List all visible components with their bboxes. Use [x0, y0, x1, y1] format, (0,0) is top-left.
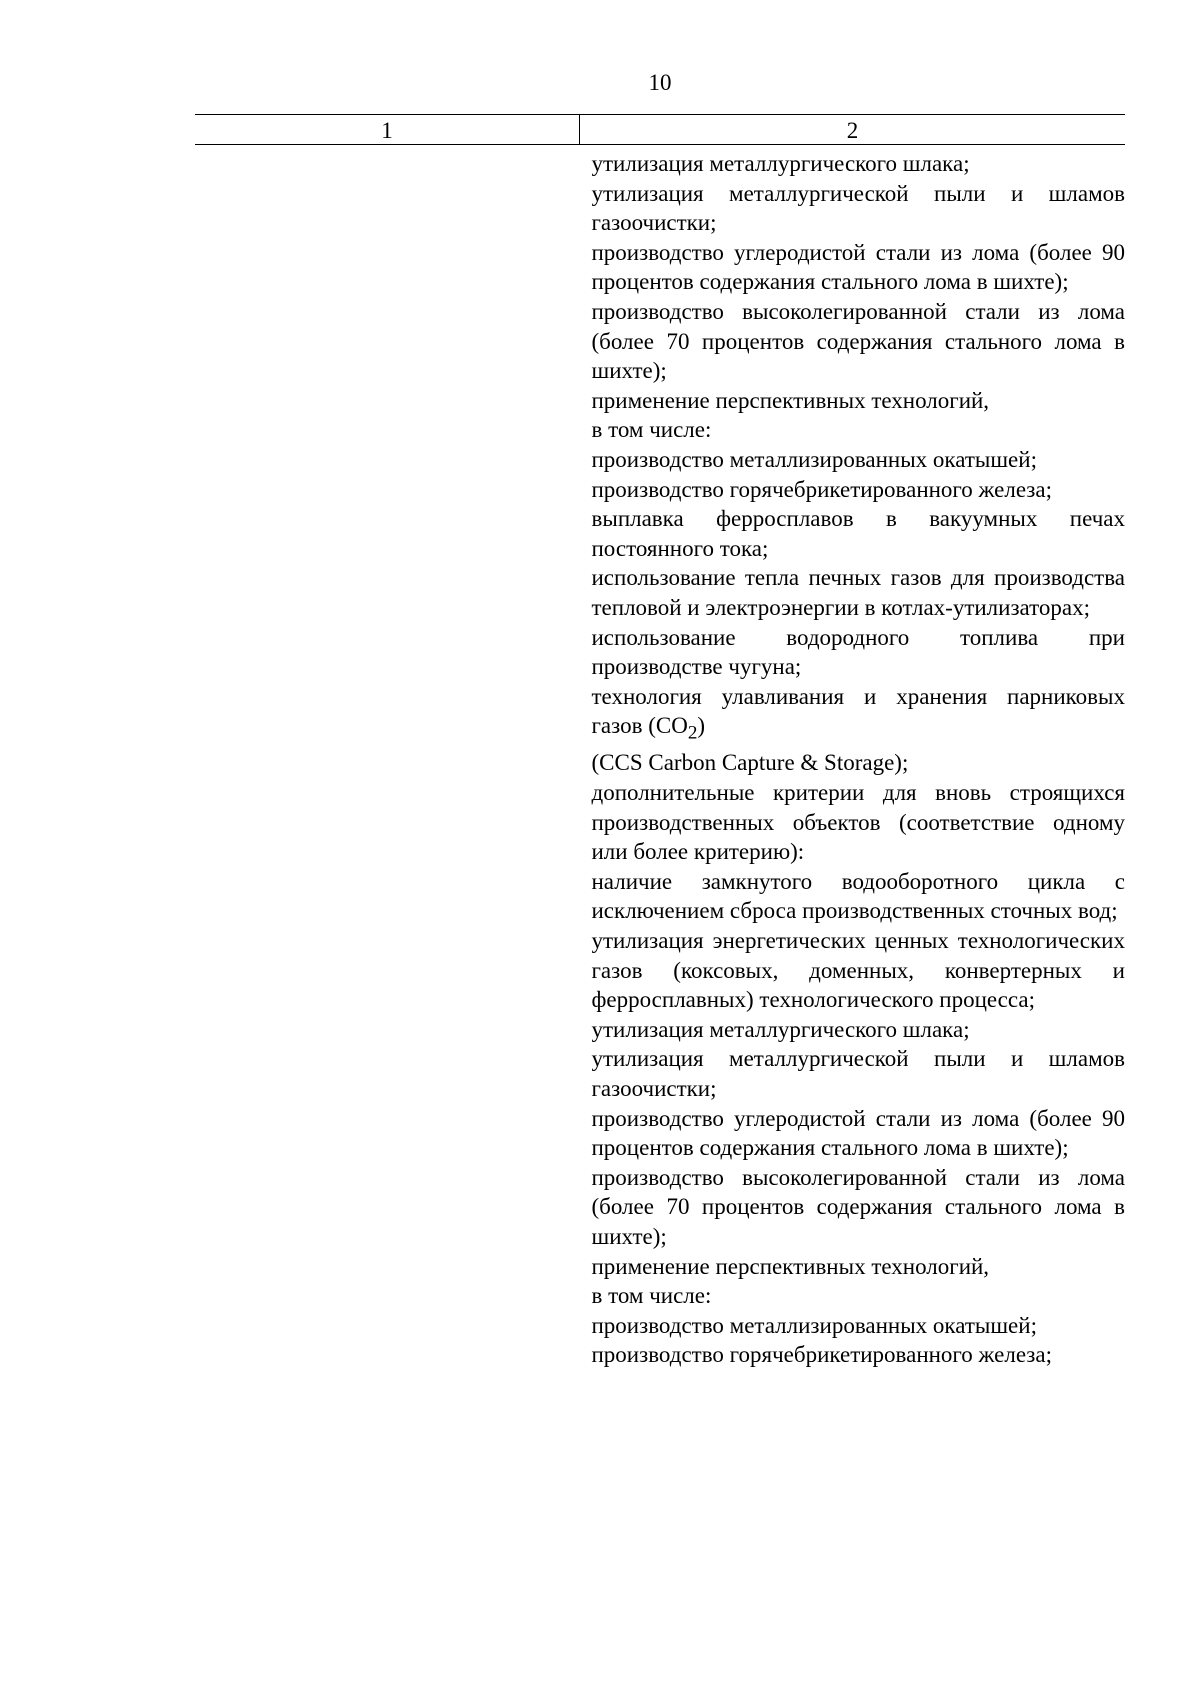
list-item: производство горячебрикетированного железа; [591, 1342, 1052, 1368]
list-item: производство углеродистой стали из лома (более 90 процентов содержания стального лома в шихте); [591, 239, 1125, 295]
list-item: в том числе: [591, 417, 712, 443]
table-row [195, 145, 1125, 1370]
list-item: утилизация энергетических ценных технологических газов (коксовых, доменных, конвертерных и ферросплавных) технологического процесса; [591, 928, 1125, 1013]
list-item: использование тепла печных газов для производства тепловой и электроэнергии в котлах-утилизаторах; [591, 565, 1125, 620]
list-item: дополнительные критерии для вновь строящихся производственных объектов (соответствие одному или более критерию): [591, 780, 1125, 865]
list-item: в том числе: [591, 1283, 712, 1309]
list-item: утилизация металлургической пыли и шламов газоочистки; [591, 180, 1125, 236]
table-header-row [195, 115, 1125, 145]
list-item: производство углеродистой стали из лома (более 90 процентов содержания стального лома в шихте); [591, 1105, 1125, 1161]
column-header-1: 1 [195, 115, 580, 145]
list-item: применение перспективных технологий, [591, 1253, 990, 1279]
list-item-co2 [592, 682, 1126, 749]
list-item: производство горячебрикетированного железа; [591, 476, 1052, 502]
column-header-2: 2 [580, 115, 1126, 145]
co2-subscript: 2 [687, 722, 698, 744]
page-number: 10 [648, 70, 672, 95]
criteria-table [195, 114, 1125, 1370]
list-item: производство высоколегированной стали из лома (более 70 процентов содержания стального лома в шихте); [591, 1164, 1125, 1249]
co2-text: технология улавливания и хранения парниковых газов (CO [591, 683, 1125, 739]
list-item: утилизация металлургической пыли и шламов газоочистки; [591, 1046, 1125, 1101]
co2-suffix: ) [697, 713, 706, 739]
list-item: (CCS Carbon Capture & Storage); [591, 750, 909, 776]
list-item: утилизация металлургического шлака; [591, 151, 970, 176]
column-2-cell [580, 145, 1126, 1370]
list-item: производство металлизированных окатышей; [591, 1312, 1037, 1338]
list-item: наличие замкнутого водооборотного цикла с исключением сброса производственных сточных вод; [591, 868, 1125, 924]
list-item: использование водородного топлива при производстве чугуна; [591, 624, 1125, 680]
list-item: применение перспективных технологий, [591, 387, 990, 413]
list-item: утилизация металлургического шлака; [591, 1016, 970, 1042]
column-1-cell [195, 145, 580, 1370]
list-item: производство высоколегированной стали из лома (более 70 процентов содержания стального лома в шихте); [591, 298, 1125, 384]
list-item: производство металлизированных окатышей; [591, 446, 1037, 472]
list-item: выплавка ферросплавов в вакуумных печах постоянного тока; [591, 506, 1125, 561]
